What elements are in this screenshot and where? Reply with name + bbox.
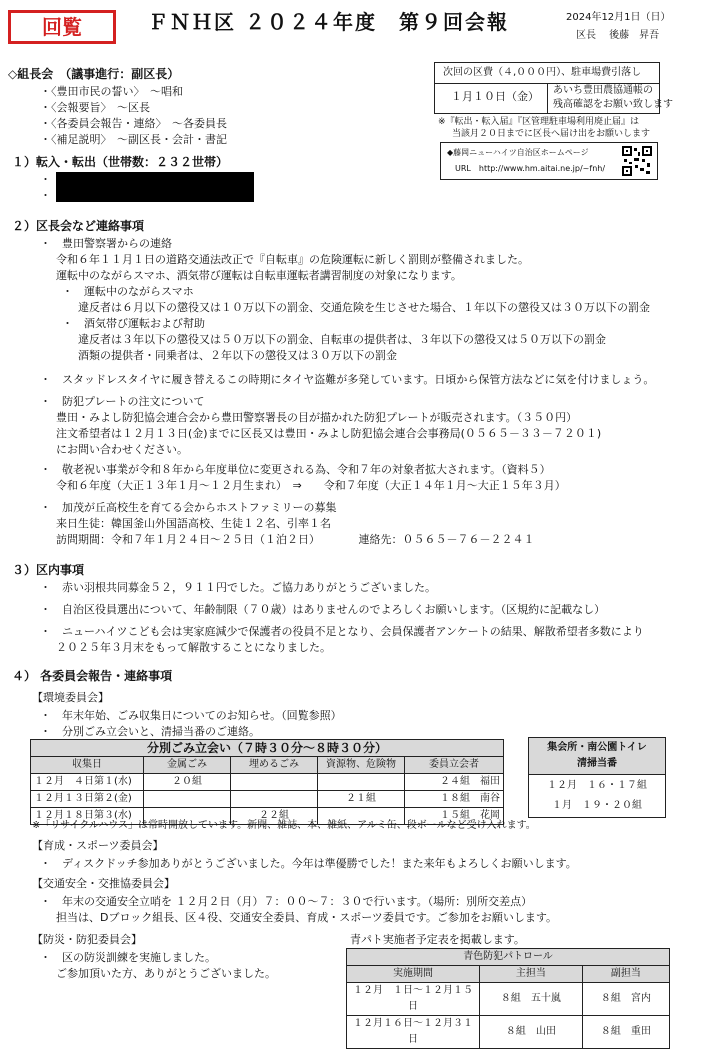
table-cell: １２月 ４日第１(水) <box>31 774 144 791</box>
patrol-schedule-table <box>346 948 670 1049</box>
issue-date: 2024年12月1日（日） <box>566 12 671 23</box>
recycle-note: ※「リサイクルハウス」は常時開放しています。新聞、雑誌、本、雑紙、アルミ缶、段ボールなど受け入れます。 <box>32 820 536 831</box>
notice-box <box>434 62 673 114</box>
section2-line: 運転中のながらスマホ、酒気帯び運転は自転車運転者講習制度の対象になります。 <box>56 269 462 282</box>
table-cell <box>318 774 405 791</box>
qr-code-icon <box>622 146 652 176</box>
kotsu-committee-title: 【交通安全・交推協委員会】 <box>32 877 175 890</box>
cleaning-title1: 集会所・南公園トイレ <box>547 742 647 753</box>
section1-bullet: ・ <box>40 173 51 186</box>
cleaning-title2: 清掃当番 <box>577 758 617 769</box>
bosai-line: ・ 区の防災訓練を実施しました。 <box>40 951 216 964</box>
section2-line: 訪問期間：令和７年１月２４日～２５日（１泊２日） 連絡先：０５６５－７６－２２４１ <box>56 533 535 546</box>
section2-line: ・ 加茂が丘高校生を育てる会からホストファミリーの募集 <box>40 501 337 514</box>
kotsu-line: ・ 年末の交通安全立哨を １２月２日（月）７：００～７：３０で行います。（場所：別所交差点） <box>40 895 533 908</box>
table-cell: １８組 南谷 <box>405 791 504 808</box>
table-row <box>31 791 504 808</box>
table-cell: １２月１３日第２(金) <box>31 791 144 808</box>
section2-line: ・ 豊田警察署からの連絡 <box>40 237 172 250</box>
section2-line: 来日生徒：韓国釜山外国語高校、生徒１２名、引率１名 <box>56 517 331 530</box>
section3-line: ・ ニューハイツこども会は実家庭減少で保護者の役員不足となり、会員保護者アンケートの結果、解散希望者多数により <box>40 625 644 638</box>
section2-line: 豊田・みよし防犯協会連合会から豊田警察署長の目が描かれた防犯プレートが販売されます。（３５０円） <box>56 411 578 424</box>
env-committee-title: 【環境委員会】 <box>32 691 109 704</box>
table-header: 金属ごみ <box>144 757 231 774</box>
table-cell <box>144 791 231 808</box>
cleaning-row: １２月 １６・１７組 <box>547 780 647 791</box>
section2-line: 違反者は３年以下の懲役又は５０万以下の罰金、自転車の提供者は、３年以下の懲役又は５０万以下の罰金 <box>78 333 606 346</box>
table-header: 実施期間 <box>347 966 480 983</box>
kumicho-item: ・〈豊田市民の誓い〉 ～唱和 <box>40 85 183 98</box>
section1-title: １）転入・転出（世帯数：２３２世帯） <box>12 155 229 169</box>
table-row <box>31 774 504 791</box>
table-header: 収集日 <box>31 757 144 774</box>
table-cell: ２１組 <box>318 791 405 808</box>
patrol-table-title: 青色防犯パトロール <box>347 949 670 966</box>
table-cell <box>231 774 318 791</box>
bosai-line: ご参加頂いた方、ありがとうございました。 <box>56 967 276 980</box>
garbage-schedule-table <box>30 739 504 825</box>
garbage-table-title: 分別ごみ立会い（７時３０分～８時３０分） <box>31 740 504 757</box>
section4-title: ４） 各委員会報告・連絡事項 <box>12 669 173 683</box>
section3-line: ・ 自治区役員選出について、年齢制限（７０歳）はありませんのでよろしくお願いします。（区規約に記載なし） <box>40 603 606 616</box>
table-row <box>347 983 670 1016</box>
section2-line: 酒類の提供者・同乗者は、２年以下の懲役又は３０万以下の罰金 <box>78 349 397 362</box>
redacted-block <box>56 172 254 202</box>
patrol-note: 青パト実施者予定表を掲載します。 <box>350 933 525 946</box>
section2-line: ・ 酒気帯び運転および幇助 <box>62 317 205 330</box>
notice-note1: ※『転出・転入届』『区管理駐車場利用廃止届』は <box>438 117 640 127</box>
table-header: 資源物、危険物 <box>318 757 405 774</box>
table-cell: ８組 五十嵐 <box>480 983 583 1016</box>
ikusei-line: ・ ディスクドッチ参加ありがとうございました。今年は準優勝でした！また来年もよろしくお願いします。 <box>40 857 577 870</box>
section3-title: ３）区内事項 <box>12 563 85 577</box>
table-header: 委員立会者 <box>405 757 504 774</box>
author: 区長 後藤 昇吾 <box>576 30 660 41</box>
section2-line: ・ 防犯プレートの注文について <box>40 395 205 408</box>
notice-line1: 次回の区費（４,０００円）、駐車場費引落し <box>443 67 642 78</box>
table-header: 副担当 <box>582 966 669 983</box>
section2-line: ・ 運転中のながらスマホ <box>62 285 194 298</box>
table-header: 主担当 <box>480 966 583 983</box>
table-cell: ８組 宮内 <box>582 983 669 1016</box>
env-line: ・ 年末年始、ごみ収集日についてのお知らせ。（回覧参照） <box>40 709 342 722</box>
section2-line: 注文希望者は１２月１３日(金)までに区長又は豊田・みよし防犯協会連合会事務局(０５６５－３３－７２０１) <box>56 427 602 440</box>
table-header: 埋めるごみ <box>231 757 318 774</box>
section2-title: ２）区長会など連絡事項 <box>12 219 145 233</box>
ikusei-committee-title: 【育成・スポーツ委員会】 <box>32 839 164 852</box>
homepage-url[interactable]: URL http://www.hm.aitai.ne.jp/~fnh/ <box>455 164 606 173</box>
cleaning-duty-table <box>528 737 666 818</box>
table-cell: １２月１８日第３(水) <box>31 808 144 825</box>
kumicho-title: ◇組長会 （議事進行：副区長） <box>8 67 180 81</box>
section2-line: 違反者は６月以下の懲役又は１０万以下の罰金、交通危険を生じさせた場合、１年以下の懲役又は３０万以下の罰金 <box>78 301 650 314</box>
section2-line: ・ 敬老祝い事業が令和８年から年度単位に変更される為、令和７年の対象者拡大されます。（資料５） <box>40 463 551 476</box>
table-cell: ８組 重田 <box>582 1016 669 1049</box>
homepage-title: ◆藤岡ニューハイツ自治区ホームページ <box>447 148 589 157</box>
notice-date: １月１０日（金） <box>451 90 539 103</box>
table-cell: １５組 花岡 <box>405 808 504 825</box>
section2-line: 令和６年度（大正１３年１月～１２月生まれ） ⇒ 令和７年度（大正１４年１月～大正１５年３月） <box>56 479 566 492</box>
section3-line: ２０２５年３月末をもって解散することになりました。 <box>56 641 331 654</box>
section2-line: 令和６年１１月１日の道路交通法改正で『自転車』の危険運転に新しく罰則が整備されました。 <box>56 253 529 266</box>
kotsu-line: 担当は、Dブロック組長、区４役、交通安全委員、育成・スポーツ委員です。ご参加をお願いします。 <box>56 911 558 924</box>
table-cell <box>231 791 318 808</box>
table-cell: ２４組 福田 <box>405 774 504 791</box>
table-cell: ２２組 <box>231 808 318 825</box>
page-title: ＦＮＨ区 ２０２４年度 第９回会報 <box>148 10 509 34</box>
table-cell: ２０組 <box>144 774 231 791</box>
table-cell: １２月１６日～１２月３１日 <box>347 1016 480 1049</box>
table-cell: ８組 山田 <box>480 1016 583 1049</box>
section2-line: にお問い合わせください。 <box>56 443 188 456</box>
notice-right1: あいち豊田農協通帳の <box>553 85 653 96</box>
table-cell: １２月 １日～１２月１５日 <box>347 983 480 1016</box>
kumicho-item: ・〈各委員会報告・連絡〉 ～各委員長 <box>40 117 227 130</box>
notice-note2: 当該月２０日までに区長へ届け出をお願いします <box>452 129 651 139</box>
env-line: ・ 分別ごみ立会いと、清掃当番のご連絡。 <box>40 725 260 738</box>
bosai-committee-title: 【防災・防犯委員会】 <box>32 933 142 946</box>
section2-line: ・ スタッドレスタイヤに履き替えるこの時期にタイヤ盗難が多発しています。日頃から保管方法などに気を付けましょう。 <box>40 373 655 386</box>
kumicho-item: ・〈補足説明〉 ～副区長・会計・書記 <box>40 133 227 146</box>
kumicho-item: ・〈会報要旨〉 ～区長 <box>40 101 150 114</box>
notice-right2: 残高確認をお願い致します <box>553 99 673 110</box>
kairan-stamp: 回覧 <box>8 10 116 44</box>
section1-bullet: ・ <box>40 189 51 202</box>
cleaning-row: １月 １９・２０組 <box>552 800 642 811</box>
table-row <box>347 1016 670 1049</box>
section3-line: ・ 赤い羽根共同募金５２，９１１円でした。ご協力ありがとうございました。 <box>40 581 436 594</box>
